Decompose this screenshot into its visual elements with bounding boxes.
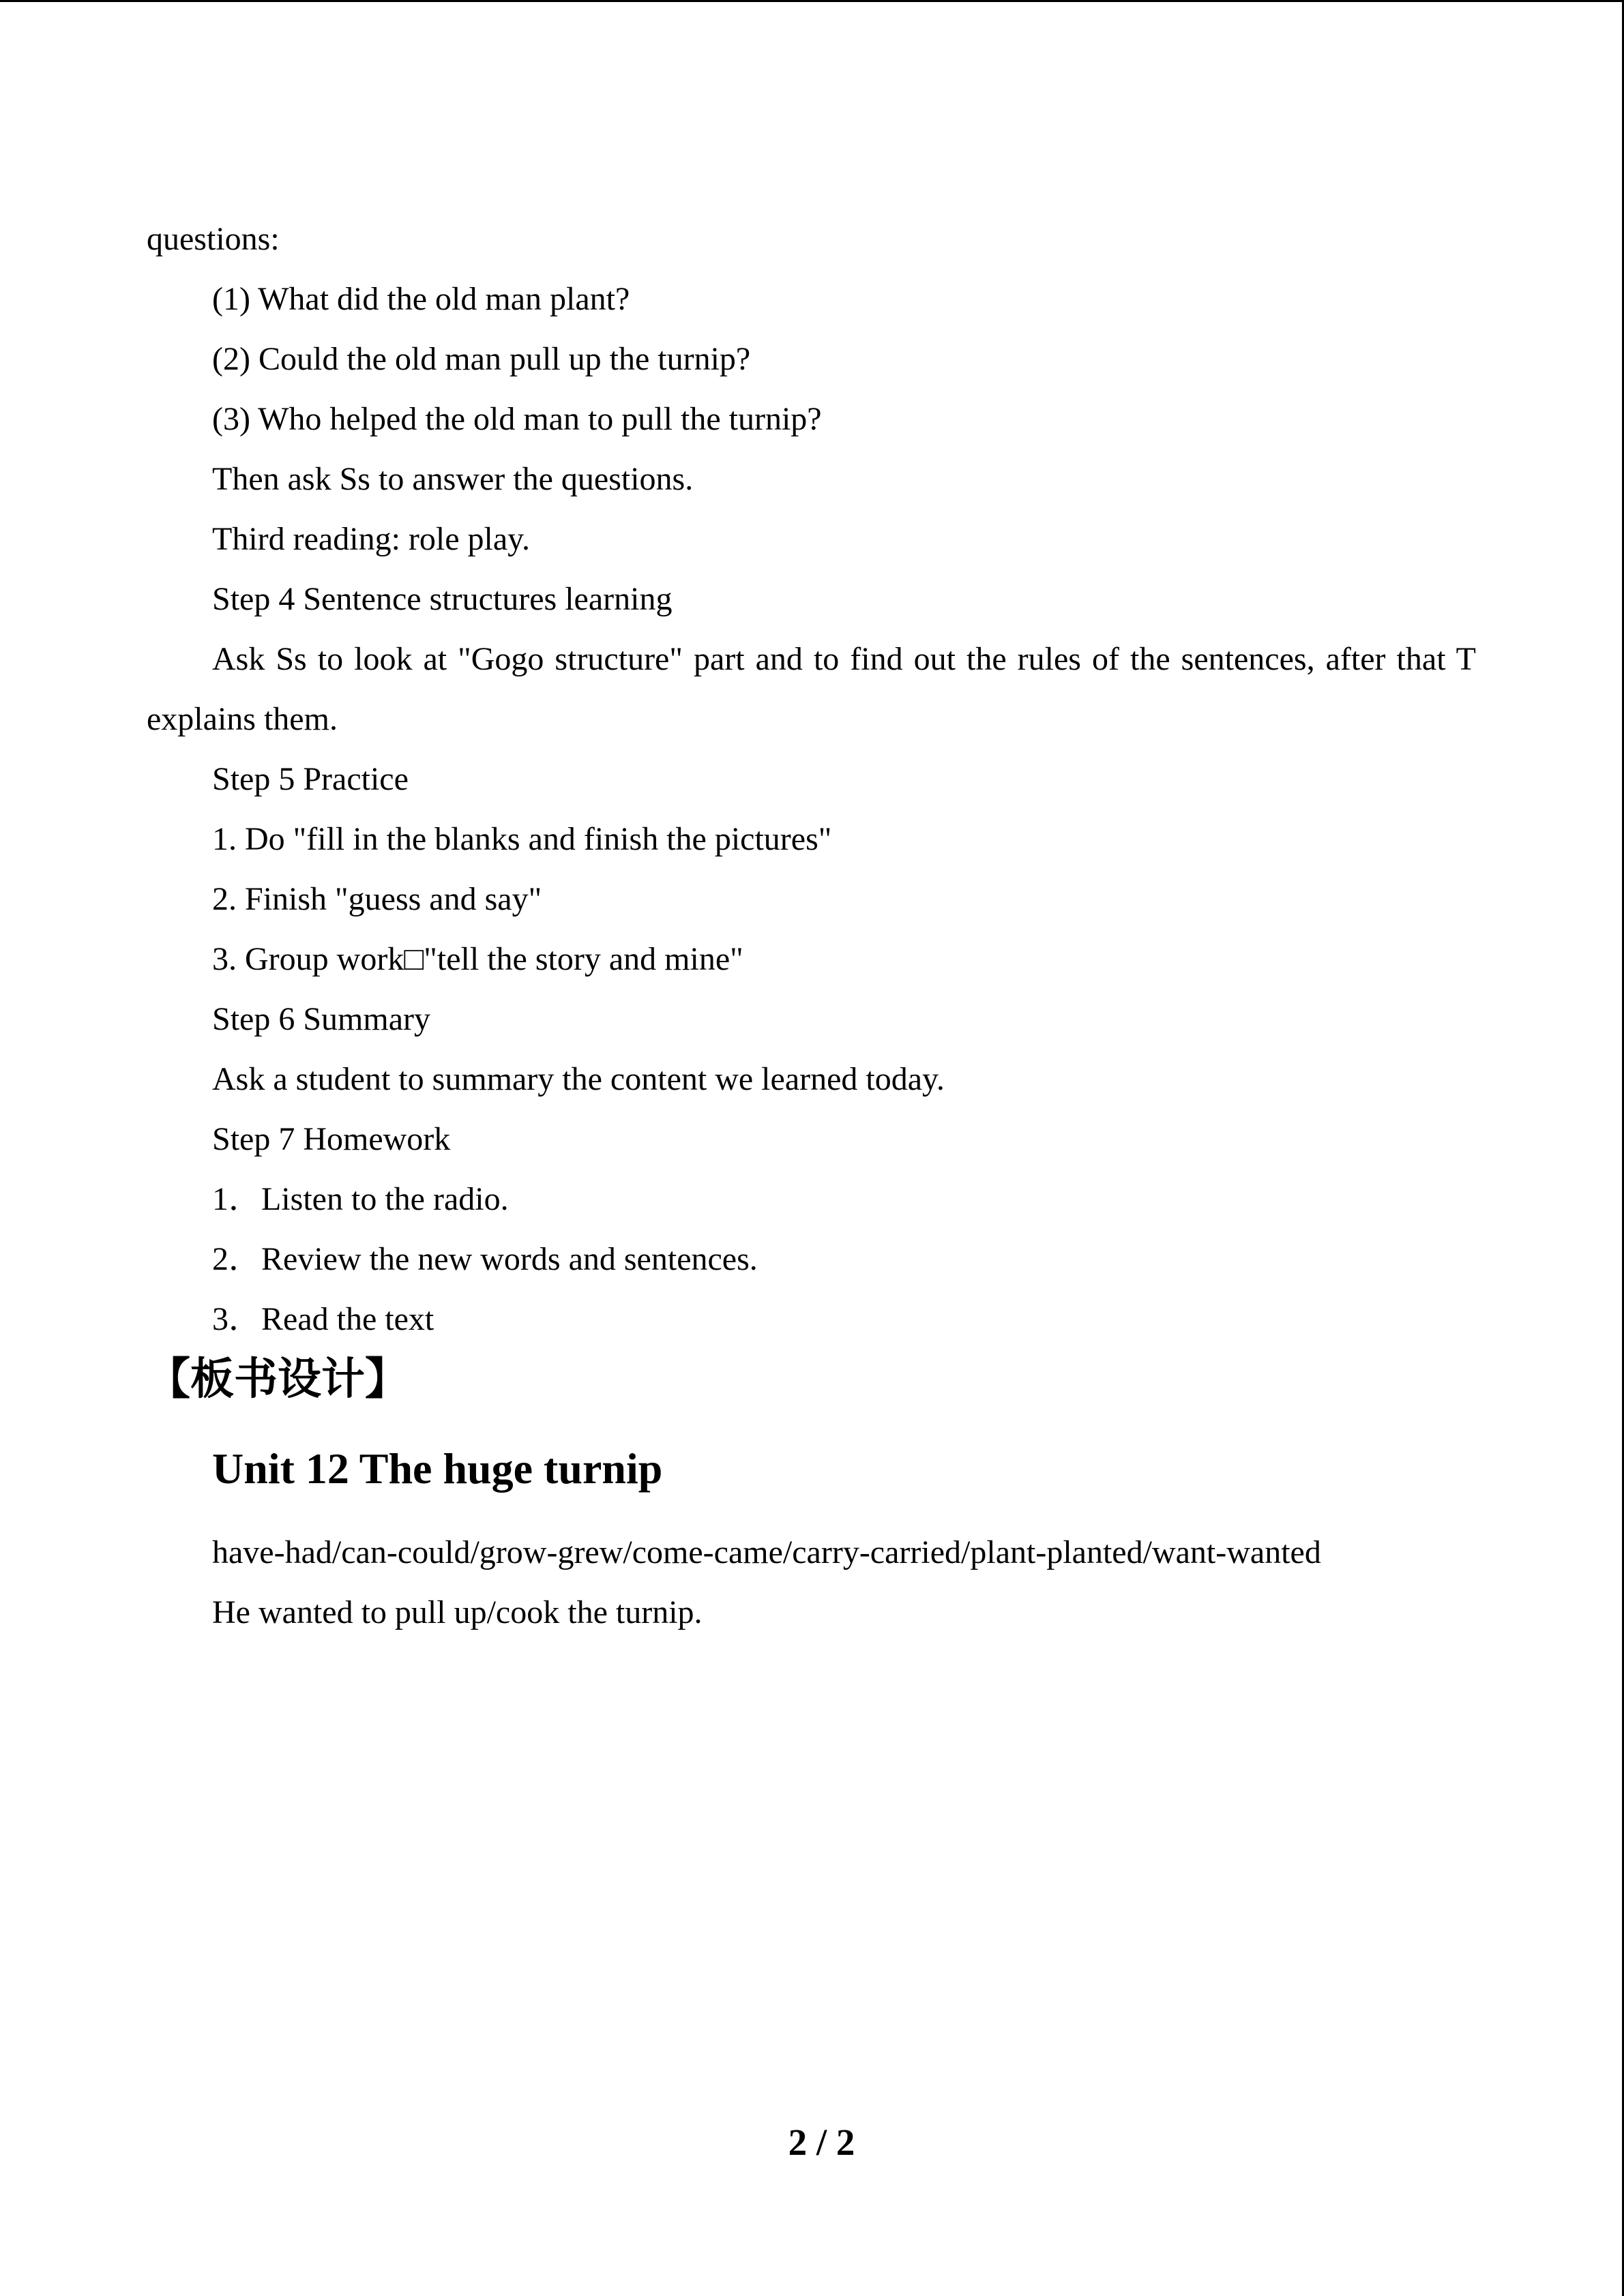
step7-title: Step 7 Homework — [212, 1121, 451, 1157]
step5-item-1: 1. Do "fill in the blanks and finish the pictures" — [212, 821, 832, 857]
step4-text-line2: explains them. — [147, 701, 338, 737]
step6-title: Step 6 Summary — [212, 1001, 430, 1037]
homework-item-3: 3．Read the text — [212, 1301, 434, 1337]
board-design-heading: 【板书设计】 — [147, 1355, 409, 1403]
questions-intro: questions: — [147, 221, 280, 257]
step5-item-2: 2. Finish "guess and say" — [212, 881, 542, 917]
question-1: (1) What did the old man plant? — [212, 281, 630, 317]
board-verbs: have-had/can-could/grow-grew/come-came/carry-carried/plant-planted/want-wanted — [212, 1534, 1321, 1570]
document-body — [147, 209, 1476, 1643]
board-sentence: He wanted to pull up/cook the turnip. — [212, 1594, 703, 1630]
third-reading: Third reading: role play. — [212, 521, 531, 557]
step5-item-3: 3. Group work□"tell the story and mine" — [212, 941, 743, 977]
step4-title: Step 4 Sentence structures learning — [212, 581, 673, 617]
question-2: (2) Could the old man pull up the turnip? — [212, 341, 751, 377]
question-3: (3) Who helped the old man to pull the turnip? — [212, 401, 822, 437]
homework-item-2: 2．Review the new words and sentences. — [212, 1241, 758, 1277]
unit-title: Unit 12 The huge turnip — [212, 1444, 663, 1493]
homework-item-1: 1．Listen to the radio. — [212, 1181, 509, 1217]
step4-text-line1: Ask Ss to look at "Gogo structure" part and to find out the rules of the sentences, after that T — [212, 641, 1476, 677]
step6-text: Ask a student to summary the content we learned today. — [212, 1061, 945, 1097]
answer-instruction: Then ask Ss to answer the questions. — [212, 461, 694, 497]
page-number: 2 / 2 — [788, 2121, 855, 2163]
step5-title: Step 5 Practice — [212, 761, 409, 797]
